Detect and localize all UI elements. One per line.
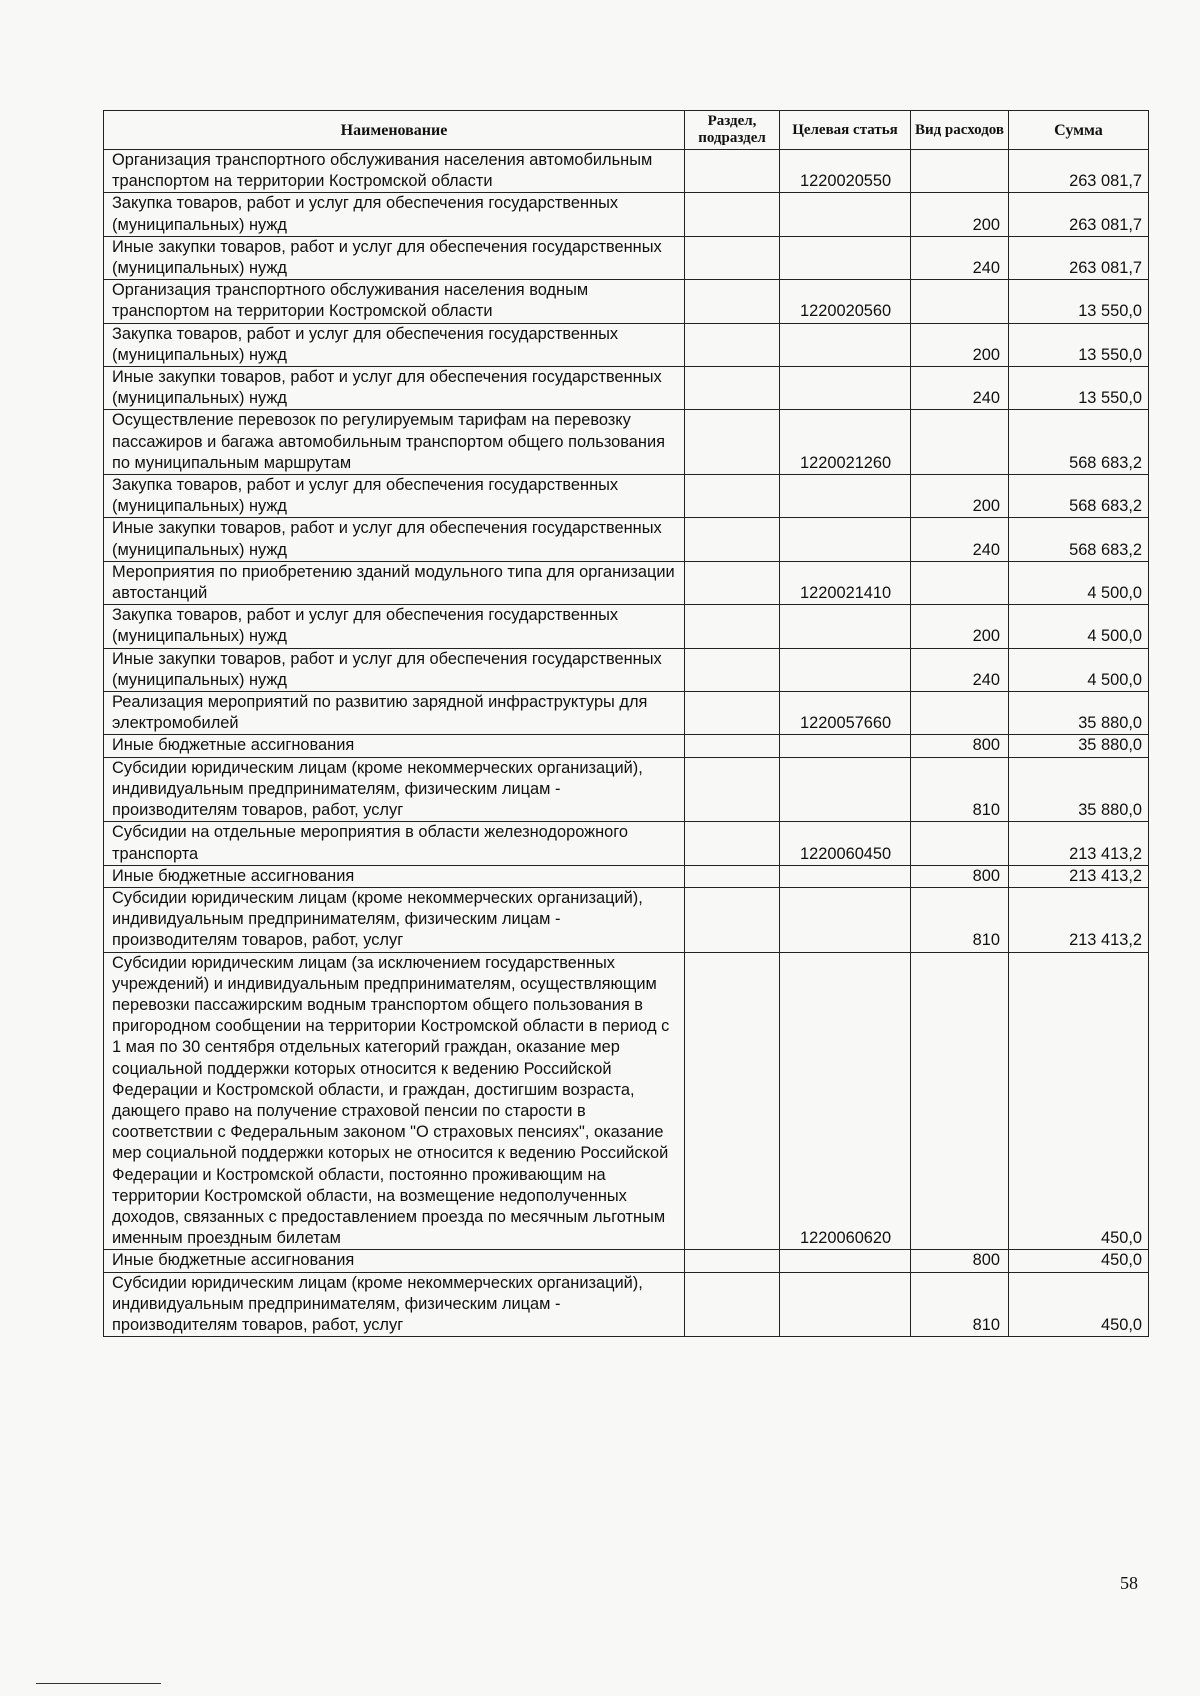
- cell-name: Закупка товаров, работ и услуг для обеспечения государственных (муниципальных) нужд: [104, 323, 685, 366]
- cell-expense: 800: [911, 865, 1009, 887]
- cell-sum: 4 500,0: [1009, 605, 1149, 648]
- table-row: [104, 518, 1149, 561]
- cell-name: Субсидии юридическим лицам (кроме некоммерческих организаций), индивидуальным предпринимателям, физическим лицам - производителям товаров, работ, услуг: [104, 757, 685, 822]
- cell-section: [685, 865, 780, 887]
- cell-expense: [911, 952, 1009, 1250]
- cell-name: Закупка товаров, работ и услуг для обеспечения государственных (муниципальных) нужд: [104, 193, 685, 236]
- cell-sum: 213 413,2: [1009, 822, 1149, 865]
- cell-target: 1220021260: [780, 410, 911, 475]
- cell-section: [685, 236, 780, 279]
- header-section: Раздел, подраздел: [685, 111, 780, 150]
- header-target: Целевая статья: [780, 111, 911, 150]
- cell-sum: 213 413,2: [1009, 887, 1149, 952]
- cell-target: [780, 1272, 911, 1337]
- cell-sum: 35 880,0: [1009, 757, 1149, 822]
- cell-target: [780, 735, 911, 757]
- table-row: [104, 887, 1149, 952]
- cell-target: [780, 518, 911, 561]
- table-header-row: [104, 111, 1149, 150]
- cell-name: Осуществление перевозок по регулируемым тарифам на перевозку пассажиров и багажа автомобильным транспортом общего пользования по муниципальным маршрутам: [104, 410, 685, 475]
- cell-section: [685, 193, 780, 236]
- cell-sum: 13 550,0: [1009, 367, 1149, 410]
- table-row: [104, 648, 1149, 691]
- table-row: [104, 561, 1149, 604]
- cell-section: [685, 692, 780, 735]
- table-row: [104, 1272, 1149, 1337]
- cell-section: [685, 605, 780, 648]
- cell-target: 1220021410: [780, 561, 911, 604]
- table-row: [104, 605, 1149, 648]
- table-row: [104, 692, 1149, 735]
- cell-section: [685, 887, 780, 952]
- table-row: [104, 193, 1149, 236]
- cell-section: [685, 475, 780, 518]
- table-row: [104, 150, 1149, 193]
- cell-target: [780, 757, 911, 822]
- cell-sum: 13 550,0: [1009, 280, 1149, 323]
- cell-section: [685, 561, 780, 604]
- header-expense: Вид расходов: [911, 111, 1009, 150]
- cell-section: [685, 280, 780, 323]
- cell-sum: 263 081,7: [1009, 193, 1149, 236]
- cell-sum: 213 413,2: [1009, 865, 1149, 887]
- table-row: [104, 236, 1149, 279]
- cell-name: Реализация мероприятий по развитию зарядной инфраструктуры для электромобилей: [104, 692, 685, 735]
- cell-target: [780, 605, 911, 648]
- cell-section: [685, 1272, 780, 1337]
- cell-target: 1220020560: [780, 280, 911, 323]
- cell-name: Иные закупки товаров, работ и услуг для обеспечения государственных (муниципальных) нужд: [104, 367, 685, 410]
- budget-table: [103, 110, 1149, 1337]
- cell-target: 1220060620: [780, 952, 911, 1250]
- cell-name: Субсидии юридическим лицам (за исключением государственных учреждений) и индивидуальным предпринимателям, осуществляющим перевозки пассажирским водным транспортом общего пользования в пригородном сообщении на территории Костромской области в период с 1 мая по 30 сентября отдельных категорий граждан, оказание мер социальной поддержки которых относится к ведению Российской Федерации и Костромской области, и граждан, достигшим возраста, дающего право на получение страховой пенсии по старости в соответствии с Федеральным законом "О страховых пенсиях", оказание мер социальной поддержки которых не относится к ведению Российской Федерации и Костромской области, постоянно проживающим на территории Костромской области, на возмещение недополученных доходов, связанных с предоставлением проезда по месячным льготным именным проездным билетам: [104, 952, 685, 1250]
- table-row: [104, 865, 1149, 887]
- cell-sum: 35 880,0: [1009, 692, 1149, 735]
- cell-section: [685, 952, 780, 1250]
- cell-sum: 568 683,2: [1009, 475, 1149, 518]
- cell-name: Иные закупки товаров, работ и услуг для обеспечения государственных (муниципальных) нужд: [104, 648, 685, 691]
- table-row: [104, 367, 1149, 410]
- cell-section: [685, 757, 780, 822]
- cell-expense: 200: [911, 605, 1009, 648]
- cell-sum: 568 683,2: [1009, 410, 1149, 475]
- cell-expense: 810: [911, 887, 1009, 952]
- cell-sum: 450,0: [1009, 952, 1149, 1250]
- footer-rule: [36, 1683, 161, 1684]
- cell-name: Иные закупки товаров, работ и услуг для обеспечения государственных (муниципальных) нужд: [104, 236, 685, 279]
- cell-target: [780, 367, 911, 410]
- cell-expense: 240: [911, 367, 1009, 410]
- cell-name: Организация транспортного обслуживания населения автомобильным транспортом на территории Костромской области: [104, 150, 685, 193]
- cell-expense: [911, 822, 1009, 865]
- table-row: [104, 323, 1149, 366]
- table-body: [104, 150, 1149, 1337]
- cell-name: Мероприятия по приобретению зданий модульного типа для организации автостанций: [104, 561, 685, 604]
- cell-expense: [911, 280, 1009, 323]
- header-sum: Сумма: [1009, 111, 1149, 150]
- cell-target: [780, 236, 911, 279]
- cell-expense: [911, 410, 1009, 475]
- table-row: [104, 475, 1149, 518]
- cell-expense: 810: [911, 1272, 1009, 1337]
- cell-target: [780, 648, 911, 691]
- table-row: [104, 735, 1149, 757]
- cell-section: [685, 410, 780, 475]
- page-number: 58: [1120, 1573, 1138, 1593]
- cell-expense: 240: [911, 236, 1009, 279]
- cell-sum: 13 550,0: [1009, 323, 1149, 366]
- cell-name: Иные закупки товаров, работ и услуг для обеспечения государственных (муниципальных) нужд: [104, 518, 685, 561]
- cell-sum: 4 500,0: [1009, 561, 1149, 604]
- header-name: Наименование: [104, 111, 685, 150]
- table-row: [104, 952, 1149, 1250]
- cell-expense: [911, 150, 1009, 193]
- table-row: [104, 757, 1149, 822]
- cell-expense: [911, 561, 1009, 604]
- cell-target: 1220057660: [780, 692, 911, 735]
- cell-sum: 263 081,7: [1009, 150, 1149, 193]
- cell-expense: 240: [911, 518, 1009, 561]
- cell-section: [685, 1250, 780, 1272]
- cell-target: [780, 887, 911, 952]
- cell-section: [685, 367, 780, 410]
- table-row: [104, 822, 1149, 865]
- cell-name: Субсидии на отдельные мероприятия в области железнодорожного транспорта: [104, 822, 685, 865]
- cell-expense: 800: [911, 1250, 1009, 1272]
- cell-expense: 810: [911, 757, 1009, 822]
- cell-name: Иные бюджетные ассигнования: [104, 735, 685, 757]
- cell-section: [685, 735, 780, 757]
- cell-section: [685, 323, 780, 366]
- cell-sum: 263 081,7: [1009, 236, 1149, 279]
- cell-target: 1220020550: [780, 150, 911, 193]
- cell-expense: 200: [911, 193, 1009, 236]
- cell-section: [685, 150, 780, 193]
- cell-sum: 4 500,0: [1009, 648, 1149, 691]
- cell-target: [780, 323, 911, 366]
- table-row: [104, 1250, 1149, 1272]
- cell-name: Закупка товаров, работ и услуг для обеспечения государственных (муниципальных) нужд: [104, 475, 685, 518]
- cell-name: Субсидии юридическим лицам (кроме некоммерческих организаций), индивидуальным предпринимателям, физическим лицам - производителям товаров, работ, услуг: [104, 887, 685, 952]
- cell-name: Закупка товаров, работ и услуг для обеспечения государственных (муниципальных) нужд: [104, 605, 685, 648]
- cell-expense: 200: [911, 323, 1009, 366]
- cell-section: [685, 518, 780, 561]
- cell-target: [780, 193, 911, 236]
- cell-section: [685, 822, 780, 865]
- table-row: [104, 410, 1149, 475]
- cell-name: Иные бюджетные ассигнования: [104, 865, 685, 887]
- cell-expense: [911, 692, 1009, 735]
- cell-expense: 240: [911, 648, 1009, 691]
- cell-sum: 35 880,0: [1009, 735, 1149, 757]
- cell-name: Субсидии юридическим лицам (кроме некоммерческих организаций), индивидуальным предпринимателям, физическим лицам - производителям товаров, работ, услуг: [104, 1272, 685, 1337]
- cell-sum: 450,0: [1009, 1250, 1149, 1272]
- cell-target: [780, 1250, 911, 1272]
- cell-expense: 200: [911, 475, 1009, 518]
- cell-sum: 450,0: [1009, 1272, 1149, 1337]
- cell-name: Иные бюджетные ассигнования: [104, 1250, 685, 1272]
- table-row: [104, 280, 1149, 323]
- cell-name: Организация транспортного обслуживания населения водным транспортом на территории Костромской области: [104, 280, 685, 323]
- cell-expense: 800: [911, 735, 1009, 757]
- cell-target: [780, 865, 911, 887]
- cell-target: [780, 475, 911, 518]
- cell-sum: 568 683,2: [1009, 518, 1149, 561]
- cell-target: 1220060450: [780, 822, 911, 865]
- cell-section: [685, 648, 780, 691]
